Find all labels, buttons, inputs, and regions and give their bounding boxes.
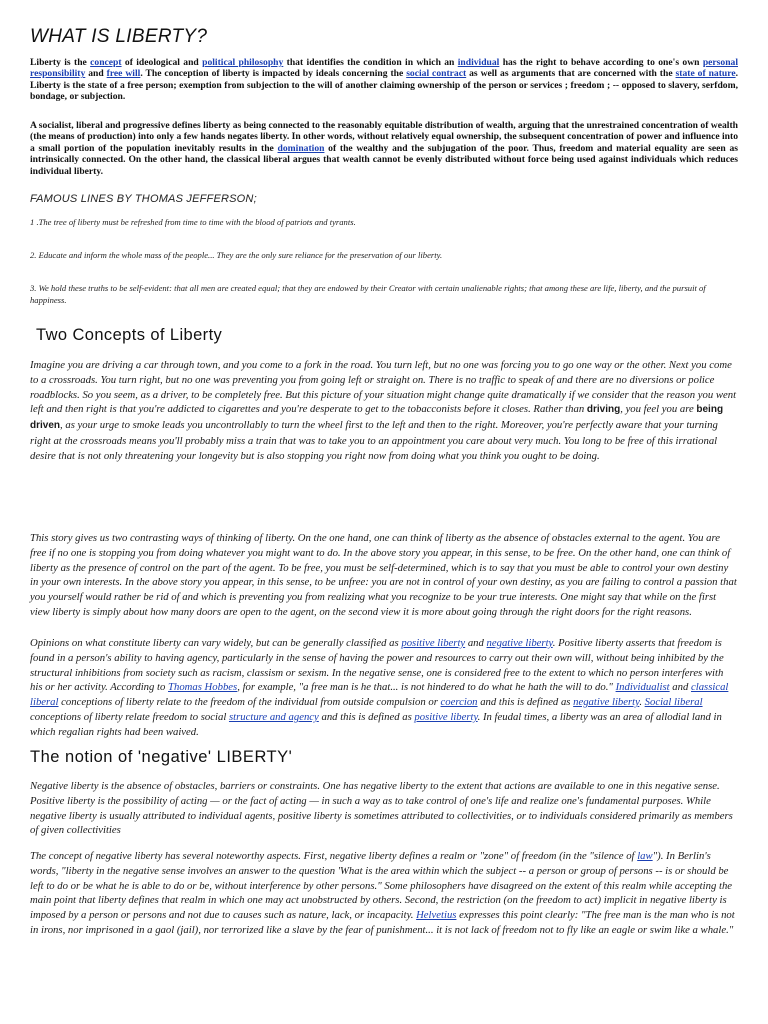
link-domination[interactable]: domination xyxy=(277,142,325,154)
jefferson-quote-2: 2. Educate and inform the whole mass of the people... They are the only sure reliance for the preservation of our liberty. xyxy=(30,250,443,260)
text-run: Imagine you are driving a car through town, and you come to a fork in the road. You turn left, but no one was forcing you to go one way or the other. Next you come to a crossroads. You turn right, but no one was preventing you from going left or straight on. There is no traffic to speak of and there are no diversions or police roadblocks. So you seem, as a driver, to be completely free. But this picture of your situation might change quite dramatically if we consider that the reason you went left and then right is that you're addicted to cigarettes and you're desperate to get to the tobacconists before it closes. Rather than xyxy=(30,359,737,416)
section-heading-negative-liberty: The notion of 'negative' LIBERTY' xyxy=(30,748,293,766)
link-political-philosophy[interactable]: political philosophy xyxy=(202,57,284,68)
text-run: expresses this point clearly: "The free man is the man who is not in irons, nor imprisoned in a gaol (jail), nor terrorized like a slave by the fear of punishment... it is not lack of freedom not to fly like an eagle or swim like a whale." xyxy=(30,909,735,936)
link-individual[interactable]: individual xyxy=(457,57,500,68)
text-run: Liberty is the xyxy=(30,57,91,68)
text-run: conceptions of liberty relate freedom to social xyxy=(30,710,229,723)
section1-paragraph-3 xyxy=(30,636,738,740)
section1-paragraph-2: This story gives us two contrasting ways of thinking of liberty. On the one hand, one can think of liberty as the absence of obstacles external to the agent. You are free if no one is stopping you from doing whatever you might want to do. In the above story you appear, in this sense, to be free. On the other hand, one can think of liberty as the presence of control on the part of the agent. To be free, you must be self-determined, which is to say that you must be able to control your own destiny in your own interests. In the above story you appear, in this sense, to be unfree: you are not in control of your own destiny, as you are failing to control a passion that you yourself would rather be rid of and which is preventing you from realizing what you recognize to be your true interests. One might say that while on the first view liberty is simply about how many doors are open to the agent, on the second view it is more about going through the right doors for the right reasons. xyxy=(30,532,737,618)
jefferson-quote-1: 1 .The tree of liberty must be refreshed from time to time with the blood of patriots and tyrants. xyxy=(30,217,356,227)
link-thomas-hobbes[interactable]: Thomas Hobbes xyxy=(168,681,238,694)
text-run: of the wealthy and the subjugation of the poor. Thus, freedom and material equality are seen as intrinsically connected. On the other hand, the classical liberal argues that wealth cannot be evenly distributed without force being used against individuals which reduces individual liberty. xyxy=(30,142,738,177)
text-run: , as your urge to smoke leads you uncontrollably to turn the wheel first to the left and then to the right. Moreover, you're perfectly aware that your turning right at the crossroads means you'll probably miss a train that was to take you to an appointment you care about very much. You long to be free of this irrational desire that is not only threatening your longevity but is also stopping you right now from doing what you think you ought to be doing. xyxy=(30,419,718,462)
text-run: . In feudal times, a liberty was an area of allodial land in which regalian rights had been waived. xyxy=(30,710,722,738)
link-positive-liberty-2[interactable]: positive liberty xyxy=(414,710,478,723)
text-run: . Liberty is the state of a free person; exemption from subjection to the will of another claiming ownership of the person or services ; freedom ; -- opposed to slavery, serfdom, bondage, or subjection. xyxy=(30,68,738,103)
page-title: WHAT IS LIBERTY? xyxy=(30,26,208,47)
text-run: that identifies the condition in which an xyxy=(283,57,458,68)
link-coercion[interactable]: coercion xyxy=(440,696,478,709)
text-run: , for example, "a free man is he that... is not hindered to do what he hath the will to do." xyxy=(237,681,616,694)
jefferson-quote-3: 3. We hold these truths to be self-evident: that all men are created equal; that they are endowed by their Creator with certain unalienable rights; that among these are life, liberty, and the pursuit of happiness. xyxy=(30,283,706,305)
link-law[interactable]: law xyxy=(637,850,653,862)
famous-lines-heading: FAMOUS LINES BY THOMAS JEFFERSON; xyxy=(30,193,257,205)
text-run: and this is defined as xyxy=(477,696,574,709)
link-social-contract[interactable]: social contract xyxy=(406,68,467,80)
text-run: and xyxy=(669,681,691,694)
link-negative-liberty[interactable]: negative liberty xyxy=(486,637,553,649)
intro-paragraph-1 xyxy=(30,57,738,103)
text-run: , you feel you are xyxy=(620,403,697,416)
text-run: . xyxy=(639,696,645,709)
text-run: The concept of negative liberty has several noteworthy aspects. First, negative liberty defines a realm or "zone" of freedom (in the "silence of xyxy=(30,850,638,862)
text-run: and this is defined as xyxy=(318,710,415,723)
text-run: has the right to behave according to one's own xyxy=(499,57,703,68)
text-run: and xyxy=(465,637,487,649)
intro-paragraph-2 xyxy=(30,120,738,177)
text-run: . Positive liberty asserts that freedom is found in a person's ability to having agency, particularly in the sense of having the power and resources to carry out their own will, without being inhibited by the structural inhibitions from society such as racism, classism or sexism. In the negative sense, one is considered free to the extent to which no person interferes with his or her activity. According to xyxy=(30,637,724,694)
link-personal-responsibility[interactable]: personal responsibility xyxy=(30,57,738,80)
link-free-will[interactable]: free will xyxy=(106,68,141,80)
text-run: A socialist, liberal and progressive defines liberty as being connected to the reasonably equitable distribution of wealth, arguing that the unrestrained concentration of wealth (the means of production) into only a few hands negates liberty. In other words, without relatively equal ownership, the subsequent concentration of power and influence into a small portion of the population inevitably results in the xyxy=(30,120,738,154)
text-run: of ideological and xyxy=(121,57,203,68)
link-positive-liberty[interactable]: positive liberty xyxy=(401,637,466,649)
section1-paragraph-1 xyxy=(30,358,738,464)
section-heading-two-concepts: Two Concepts of Liberty xyxy=(36,326,223,344)
section2-paragraph-2 xyxy=(30,849,738,938)
text-run: conceptions of liberty relate to the freedom of the individual from outside compulsion or xyxy=(58,696,441,709)
link-social-liberal[interactable]: Social liberal xyxy=(644,696,703,709)
bold-text-driving: driving xyxy=(586,404,621,416)
text-run: Opinions on what constitute liberty can vary widely, but can be generally classified as xyxy=(30,637,402,649)
link-state-of-nature[interactable]: state of nature xyxy=(675,68,736,80)
link-helvetius[interactable]: Helvetius xyxy=(416,909,457,922)
link-negative-liberty-2[interactable]: negative liberty xyxy=(573,696,640,709)
bold-text-being-driven: being driven xyxy=(30,404,724,432)
link-structure-and-agency[interactable]: structure and agency xyxy=(228,710,319,723)
link-classical-liberal[interactable]: classical liberal xyxy=(30,681,729,709)
link-individualist[interactable]: Individualist xyxy=(615,681,670,694)
text-run: . The conception of liberty is impacted by ideals concerning the xyxy=(140,68,407,80)
text-run: as well as arguments that are concerned with the xyxy=(466,68,676,80)
text-run: and xyxy=(85,68,107,80)
section2-paragraph-1: Negative liberty is the absence of obstacles, barriers or constraints. One has negative liberty to the extent that actions are available to one in this negative sense. Positive liberty is the possibility of acting — or the fact of acting — in such a way as to take control of one's life and realize one's fundamental purposes. While negative liberty is usually attributed to individual agents, positive liberty is sometimes attributed to collectivities, or to individuals considered primarily as members of given collectivities xyxy=(30,780,733,837)
text-run: "). In Berlin's words, "liberty in the negative sense involves an answer to the question 'What is the area within which the subject -- a person or group of persons -- is or should be left to do or be what he is able to do or be, without interference by other persons." Some philosophers have disagreed on the extent of this realm while accepting the main point that liberty defines that realm in which one may act unobstructed by others. Second, the restriction (on the freedom to act) implicit in negative liberty is imposed by a person or persons and not due to causes such as nature, lack, or incapacity. xyxy=(30,850,733,922)
link-concept[interactable]: concept xyxy=(90,57,122,68)
